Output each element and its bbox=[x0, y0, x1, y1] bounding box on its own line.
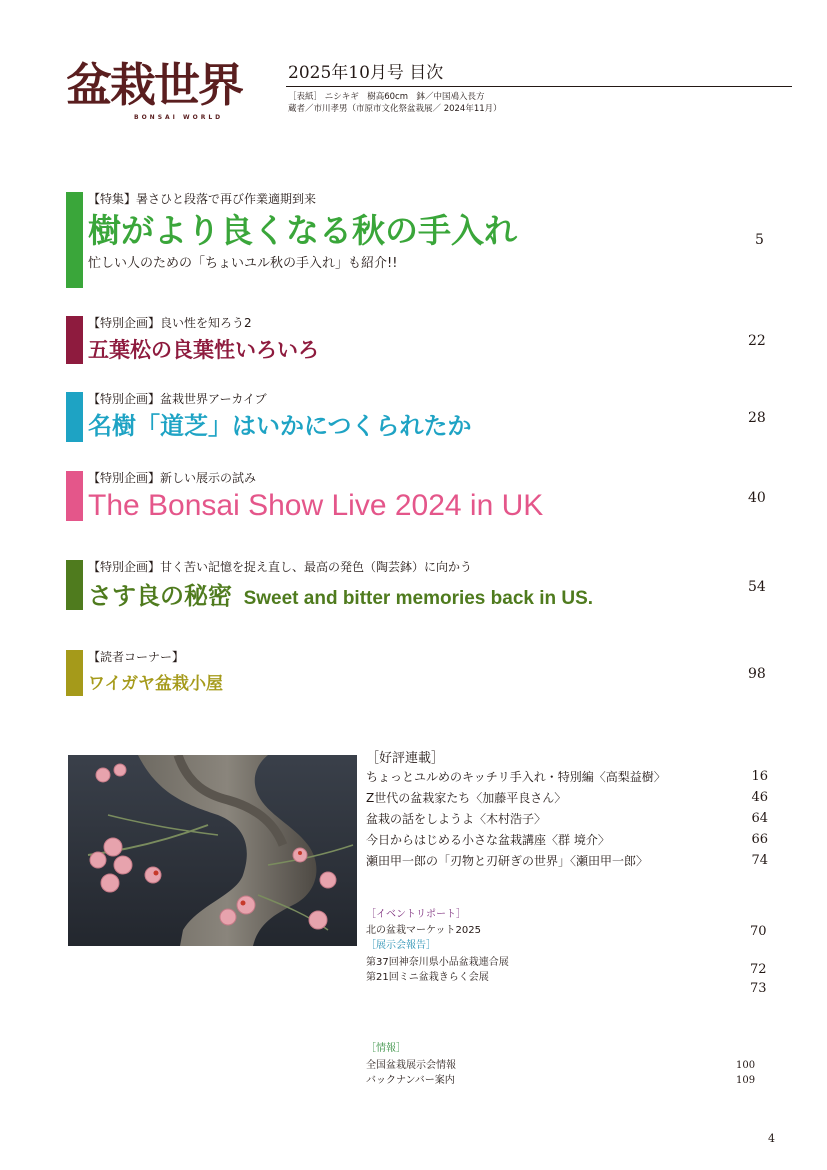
feature-entry[interactable] bbox=[66, 316, 766, 366]
feature-headline: ワイガヤ盆栽小屋 bbox=[88, 674, 223, 694]
page-number: 66 bbox=[751, 832, 768, 847]
page-number: 22 bbox=[748, 333, 766, 349]
event-report-item[interactable]: 北の盆栽マーケット2025 bbox=[366, 925, 481, 936]
exhibition-report-item[interactable]: 第21回ミニ盆栽きらく会展 bbox=[366, 972, 489, 983]
bonsai-photo bbox=[68, 755, 357, 946]
info-item[interactable]: 全国盆栽展示会情報 bbox=[366, 1060, 456, 1071]
page-number: 28 bbox=[748, 410, 766, 426]
page-number: 46 bbox=[751, 790, 768, 805]
feature-headline: 五葉松の良葉性いろいろ bbox=[88, 338, 319, 362]
color-bar bbox=[66, 316, 83, 364]
page-number: 64 bbox=[751, 811, 768, 826]
series-item[interactable] bbox=[366, 851, 768, 872]
feature-entry[interactable] bbox=[66, 650, 766, 698]
series-title: 盆栽の話をしようよ〈木村浩子〉 bbox=[366, 812, 547, 826]
logo-text: 盆栽世界 bbox=[66, 58, 242, 112]
exhibition-report-item[interactable]: 第37回神奈川県小品盆栽連合展 bbox=[366, 957, 509, 968]
feature-entry[interactable] bbox=[66, 471, 766, 523]
series-title: Z世代の盆栽家たち〈加藤平良さん〉 bbox=[366, 791, 567, 805]
magazine-logo bbox=[66, 56, 278, 126]
feature-headline-jp: さす良の秘密 bbox=[88, 582, 232, 610]
series-item[interactable] bbox=[366, 767, 768, 788]
color-bar bbox=[66, 560, 83, 610]
feature-kicker: 【読者コーナー】 bbox=[88, 650, 185, 664]
feature-kicker: 【特別企画】甘く苦い記憶を捉え直し、最高の発色（陶芸鉢）に向かう bbox=[88, 560, 473, 574]
feature-kicker: 【特別企画】良い性を知ろう2 bbox=[88, 316, 252, 330]
series-title: 今日からはじめる小さな盆栽講座〈群 境介〉 bbox=[366, 833, 610, 847]
color-bar bbox=[66, 650, 83, 696]
series-title: ちょっとユルめのキッチリ手入れ・特別編〈高梨益樹〉 bbox=[366, 770, 666, 784]
feature-entry[interactable] bbox=[66, 392, 766, 444]
feature-headline-en: Sweet and bitter memories back in US. bbox=[243, 588, 594, 609]
event-report-label: ［イベントリポート］ bbox=[366, 909, 466, 920]
series-item[interactable] bbox=[366, 809, 768, 830]
info-label: ［情報］ bbox=[366, 1043, 406, 1054]
exhibition-report-label: ［展示会報告］ bbox=[366, 940, 436, 951]
feature-kicker: 【特別企画】新しい展示の試み bbox=[88, 471, 257, 485]
page-number: 70 bbox=[750, 924, 767, 939]
series-title: 瀬田甲一郎の「刃物と刃研ぎの世界」〈瀬田甲一郎〉 bbox=[366, 854, 649, 868]
color-bar bbox=[66, 192, 83, 288]
feature-kicker: 【特集】暑さひと段落で再び作業適期到来 bbox=[88, 192, 317, 206]
info-item[interactable]: バックナンバー案内 bbox=[366, 1075, 455, 1086]
cover-credit-line: ［表紙］ ニシキギ 樹高60cm 鉢／中国鳰入長方 bbox=[288, 92, 485, 102]
cover-credit-line: 蔵者／市川孝男（市原市文化祭盆栽展／ 2024年11月） bbox=[288, 104, 502, 114]
page-number: 16 bbox=[751, 769, 768, 784]
page-number: 74 bbox=[751, 853, 768, 868]
issue-title: 2025年10月号 目次 bbox=[288, 63, 444, 83]
feature-headline: 樹がより良くなる秋の手入れ bbox=[88, 211, 517, 250]
series-label: ［好評連載］ bbox=[366, 751, 445, 766]
page-number: 72 bbox=[750, 962, 767, 977]
color-bar bbox=[66, 392, 83, 442]
feature-headline: The Bonsai Show Live 2024 in UK bbox=[88, 489, 544, 522]
series-item[interactable] bbox=[366, 788, 768, 809]
feature-entry[interactable] bbox=[66, 560, 766, 612]
series-item[interactable] bbox=[366, 830, 768, 851]
feature-entry[interactable] bbox=[66, 192, 766, 290]
page-number: 54 bbox=[748, 579, 766, 595]
feature-subtitle: 忙しい人のための「ちょいユル秋の手入れ」も紹介!! bbox=[88, 256, 398, 271]
header-divider bbox=[286, 86, 792, 87]
feature-kicker: 【特別企画】盆栽世界アーカイブ bbox=[88, 392, 267, 406]
feature-headline: 名樹「道芝」はいかにつくられたか bbox=[88, 412, 472, 440]
color-bar bbox=[66, 471, 83, 521]
page-number: 40 bbox=[748, 490, 766, 506]
page-number: 5 bbox=[755, 232, 764, 248]
folio: 4 bbox=[768, 1132, 775, 1145]
series-section bbox=[366, 751, 768, 872]
feature-headline bbox=[88, 580, 593, 615]
page-number: 73 bbox=[750, 981, 767, 996]
page-number: 109 bbox=[736, 1075, 756, 1086]
cover-credit bbox=[288, 91, 502, 115]
page-number: 98 bbox=[748, 666, 766, 682]
logo-subtext: BONSAI WORLD bbox=[134, 114, 224, 121]
page-number: 100 bbox=[736, 1060, 756, 1071]
